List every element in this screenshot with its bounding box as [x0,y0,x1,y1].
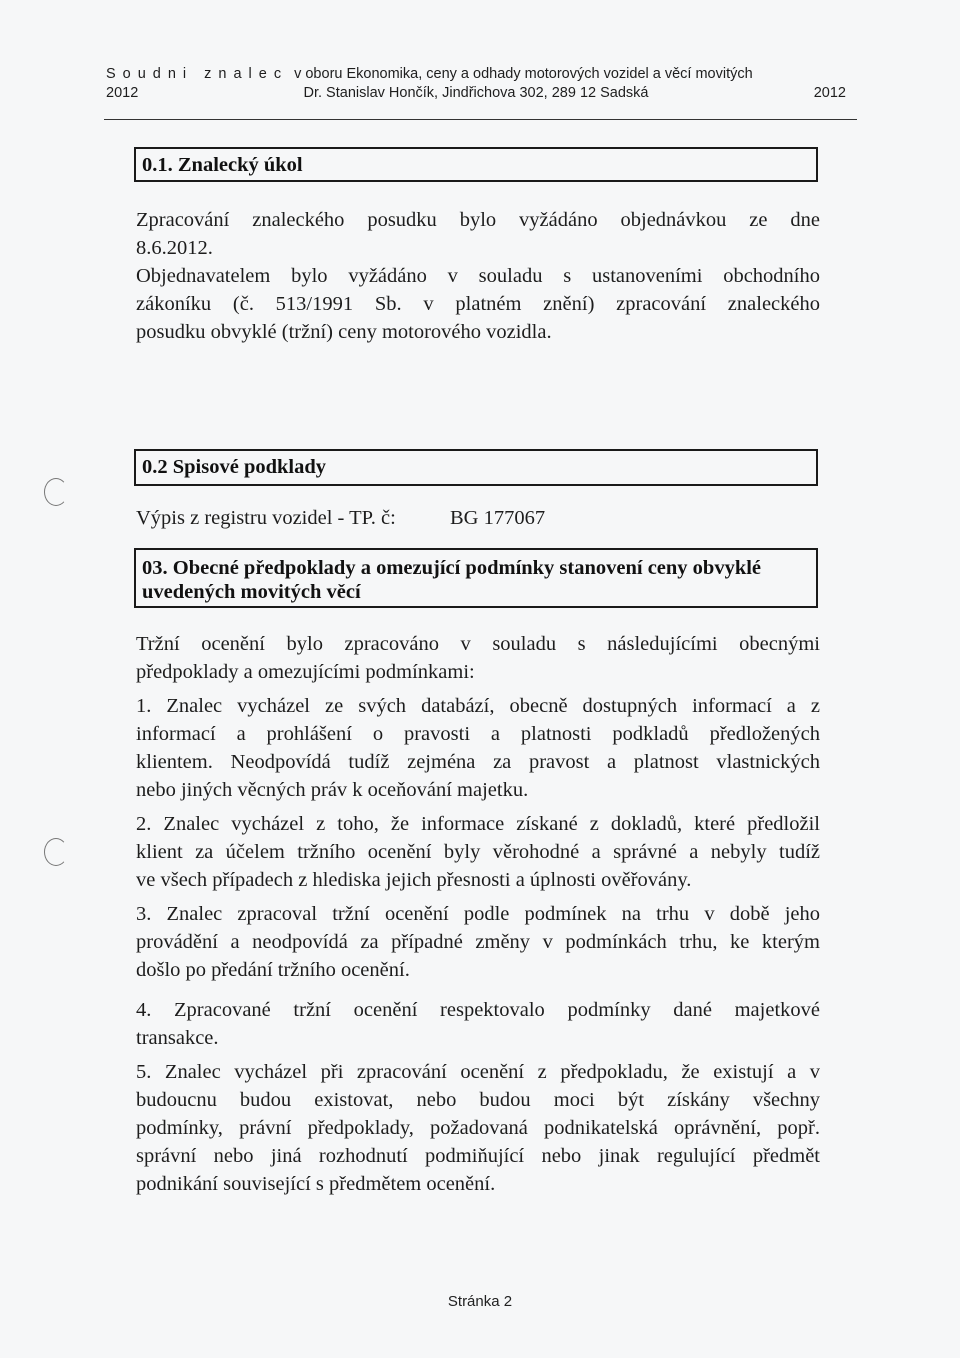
list-item [136,996,820,1052]
text-line: Zpracování znaleckého posudku bylo vyžádáno objednávkou ze dne [136,209,820,231]
list-item [136,1058,820,1198]
header-spaced-title: Soudni znalec [106,66,289,82]
text-line: klientem. Neodpovídá tudíž zejména za pravost a platnost vlastnických [136,751,820,773]
text-line: Tržní ocenění bylo zpracováno v souladu s následujícími obecnými [136,633,820,655]
text-line: posudku obvyklé (tržní) ceny motorového vozidla. [136,321,552,343]
text-line: budoucnu budou existovat, nebo budou moci být získány všechny [136,1089,820,1111]
section-1-text [136,206,820,346]
text-line: 1. Znalec vycházel ze svých databází, obecně dostupných informací a z [136,695,820,717]
text-line: předpoklady a omezujícími podmínkami: [136,661,475,683]
page-number: Stránka 2 [447,1293,513,1310]
list-item [136,810,820,894]
section-heading-2: 0.2 Spisové podklady [134,449,818,486]
text-line: 4. Zpracované tržní ocenění respektovalo podmínky dané majetkové [136,999,820,1021]
header-field: v oboru Ekonomika, ceny a odhady motorových vozidel a věcí movitých [294,66,753,82]
text-line: podmínky, právní předpoklady, požadovaná podnikatelská oprávnění, popř. [136,1117,820,1139]
header-divider [104,119,857,120]
punch-hole-mark [44,838,68,866]
text-line: transakce. [136,1027,219,1049]
header-line-2 [106,85,846,101]
text-line: nebo jiných věcných práv k oceňování majetku. [136,779,529,801]
text-line: 8.6.2012. [136,237,213,259]
text-line: klient za účelem tržního ocenění byly věrohodné a správné a nebyly tudíž [136,841,820,863]
text-line: zákoníku (č. 513/1991 Sb. v platném znění) zpracování znaleckého [136,293,820,315]
text-line: 5. Znalec vycházel při zpracování ocenění z předpokladu, že existují a v [136,1061,820,1083]
registry-label: Výpis z registru vozidel - TP. č: [136,507,396,529]
header-line-1 [106,66,846,82]
registry-value: BG 177067 [450,507,546,529]
section-heading-3-line-2: uvedených movitých věcí [142,581,361,603]
list-item [136,900,820,984]
text-line: podnikání související s předmětem ocenění. [136,1173,496,1195]
header-author: Dr. Stanislav Hončík, Jindřichova 302, 289 12 Sadská [303,85,649,101]
section-heading-3 [134,548,818,608]
text-line: informací a prohlášení o pravosti a platnosti podkladů předložených [136,723,820,745]
text-line: správní nebo jiná rozhodnutí podmiňující nebo jinak regulující předmět [136,1145,820,1167]
header-year-right: 2012 [813,85,846,101]
list-item [136,692,820,804]
punch-hole-mark [44,478,68,506]
header-year-left: 2012 [106,85,139,101]
section-heading-1: 0.1. Znalecký úkol [134,147,818,182]
conditions-text [136,630,820,1198]
text-line: ve všech případech z hlediska jejich přesnosti a úplnosti ověřovány. [136,869,692,891]
text-line: provádění a neodpovídá za případné změny v podmínkách trhu, ke kterým [136,931,820,953]
section-heading-3-line-1: 03. Obecné předpoklady a omezující podmínky stanovení ceny obvyklé [142,557,762,579]
text-line: Objednavatelem bylo vyžádáno v souladu s ustanoveními obchodního [136,265,820,287]
text-line: 2. Znalec vycházel z toho, že informace získané z dokladů, které předložil [136,813,820,835]
text-line: 3. Znalec zpracoval tržní ocenění podle podmínek na trhu v době jeho [136,903,820,925]
registry-row [136,507,546,530]
text-line: došlo po předání tržního ocenění. [136,959,410,981]
